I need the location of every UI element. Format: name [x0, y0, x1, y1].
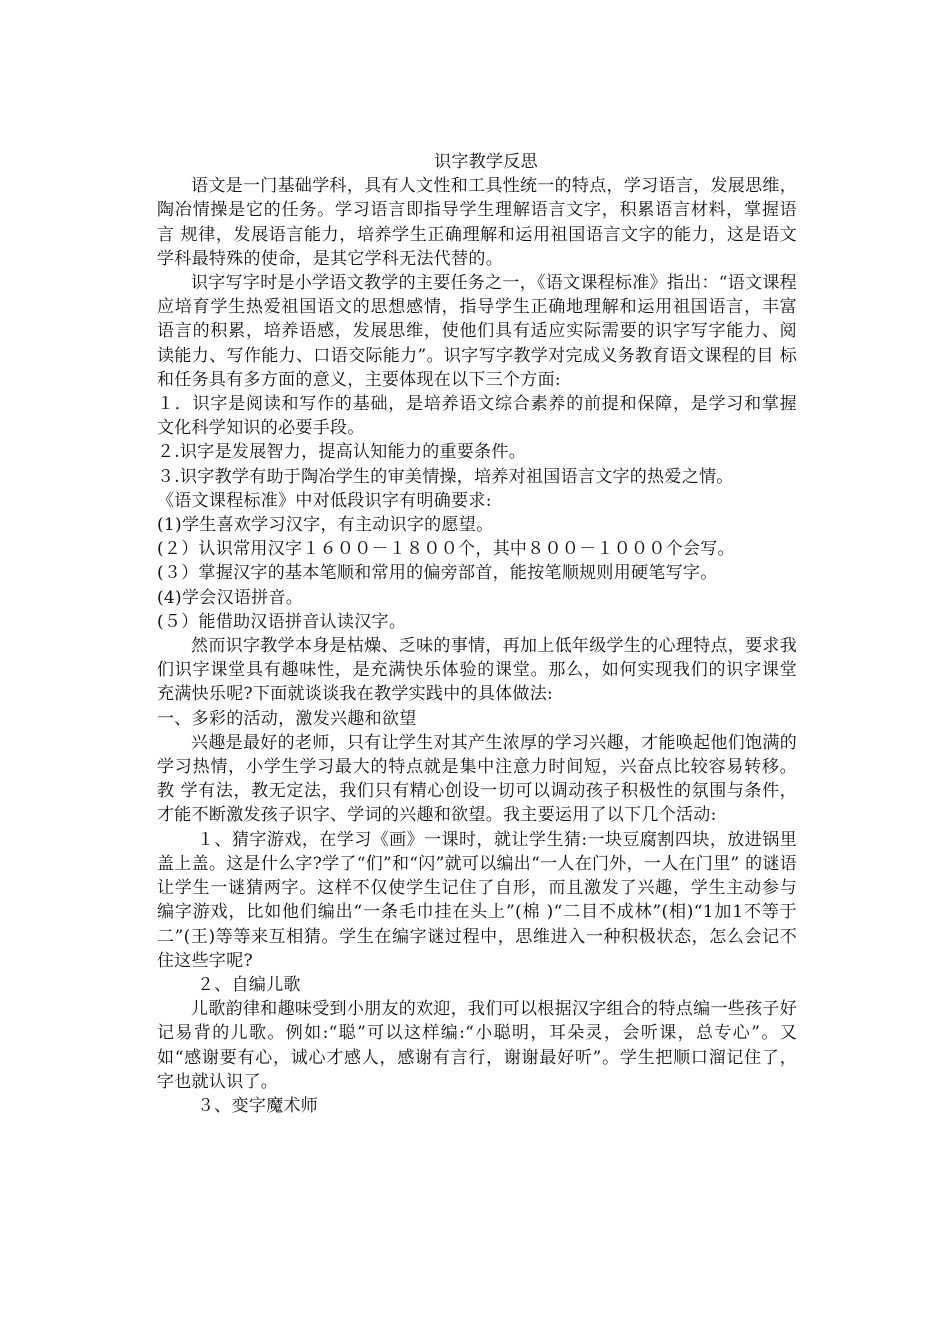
document-body — [157, 150, 797, 1118]
list-item-point-2: ２.识字是发展智力，提高认知能力的重要条件。 — [157, 442, 527, 463]
section-heading-1: 一、多彩的活动，激发兴趣和欲望 — [157, 708, 417, 729]
subheading-character-magician: ３、变字魔术师 — [197, 1095, 319, 1116]
paragraph-requirements-intro: 《语文课程标准》中对低段识字有明确要求: — [157, 490, 492, 511]
subheading-children-songs: ２、自编儿歌 — [197, 974, 301, 995]
list-item-requirement-1: (1)学生喜欢学习汉字，有主动识字的愿望。 — [157, 515, 494, 536]
list-item-requirement-4: (4)学会汉语拼音。 — [157, 587, 304, 608]
paragraph-interest: 兴趣是最好的老师，只有让学生对其产生浓厚的学习兴趣，才能唤起他们饱满的学习热情，小学生学习最大的特点就是集中注意力时间短，兴奋点比较容易转移。教 学有法，教无定法，我们只有精心创设一切可以调动孩子积极性的氛围与条件，才能不断激发孩子识字、学词的兴趣和欲望。我主要运用了以下几个活动: — [157, 732, 797, 826]
paragraph-standard: 识字写字时是小学语文教学的主要任务之一，《语文课程标准》指出：“语文课程应培育学生热爱祖国语文的思想感情，指导学生正确地理解和运用祖国语言，丰富 语言的积累，培养语感，发展思维，使他们具有适应实际需要的识字写字能力、阅读能力、写作能力、口语交际能力”。识字写字教学对完成义务教育语文课程的目 标和任务具有多方面的意义，主要体现在以下三个方面: — [157, 273, 797, 390]
list-item-point-1: １．识字是阅读和写作的基础，是培养语文综合素养的前提和保障，是学习和掌握文化科学知识的必要手段。 — [157, 394, 797, 439]
list-item-point-3: ３.识字教学有助于陶冶学生的审美情操，培养对祖国语言文字的热爱之情。 — [157, 466, 734, 487]
paragraph-children-songs: 儿歌韵律和趣味受到小朋友的欢迎，我们可以根据汉字组合的特点编一些孩子好记易背的儿歌。例如:“聪”可以这样编:“小聪明，耳朵灵，会听课，总专心”。又如“感谢要有心，诚心才感人，感谢有言行，谢谢最好听”。学生把顺口溜记住了，字也就认识了。 — [157, 999, 797, 1092]
paragraph-practice-intro: 然而识字教学本身是枯燥、乏味的事情，再加上低年级学生的心理特点，要求我们识字课堂具有趣味性，是充满快乐体验的课堂。那么，如何实现我们的识字课堂充满快乐呢?下面就谈谈我在教学实践中的具体做法: — [157, 636, 797, 705]
paragraph-riddle-game: １、猜字游戏，在学习《画》一课时，就让学生猜:一块豆腐割四块，放进锅里盖上盖。这是什么字?学了“们”和“闪”就可以编出“一人在门外，一人在门里” 的谜语让学生一谜猜两字。这样不仅使学生记住了自形，而且激发了兴趣，学生主动参与编字游戏，比如他们编出“一条毛巾挂在头上”(棉 )“二目不成林”(相)“1加1不等于二”(王)等等来互相猜。学生在编字谜过程中，思维进入一种积极状态，怎么会记不住这些字呢? — [157, 829, 797, 971]
paragraph-intro: 语文是一门基础学科，具有人文性和工具性统一的特点，学习语言，发展思维，陶冶情操是它的任务。学习语言即指导学生理解语言文字，积累语言材料，掌握语言 规律，发展语言能力，培养学生正确理解和运用祖国语言文字的能力，这是语文学科最特殊的使命，是其它学科无法代替的。 — [157, 176, 797, 269]
list-item-requirement-5: (５）能借助汉语拼音认读汉字。 — [157, 611, 407, 632]
list-item-requirement-2: (２）认识常用汉字１６００－１８００个，其中８００－１０００个会写。 — [157, 539, 735, 560]
page-title: 识字教学反思 — [434, 152, 538, 172]
list-item-requirement-3: (３）掌握汉字的基本笔顺和常用的偏旁部首，能按笔顺规则用硬笔写字。 — [157, 563, 718, 584]
